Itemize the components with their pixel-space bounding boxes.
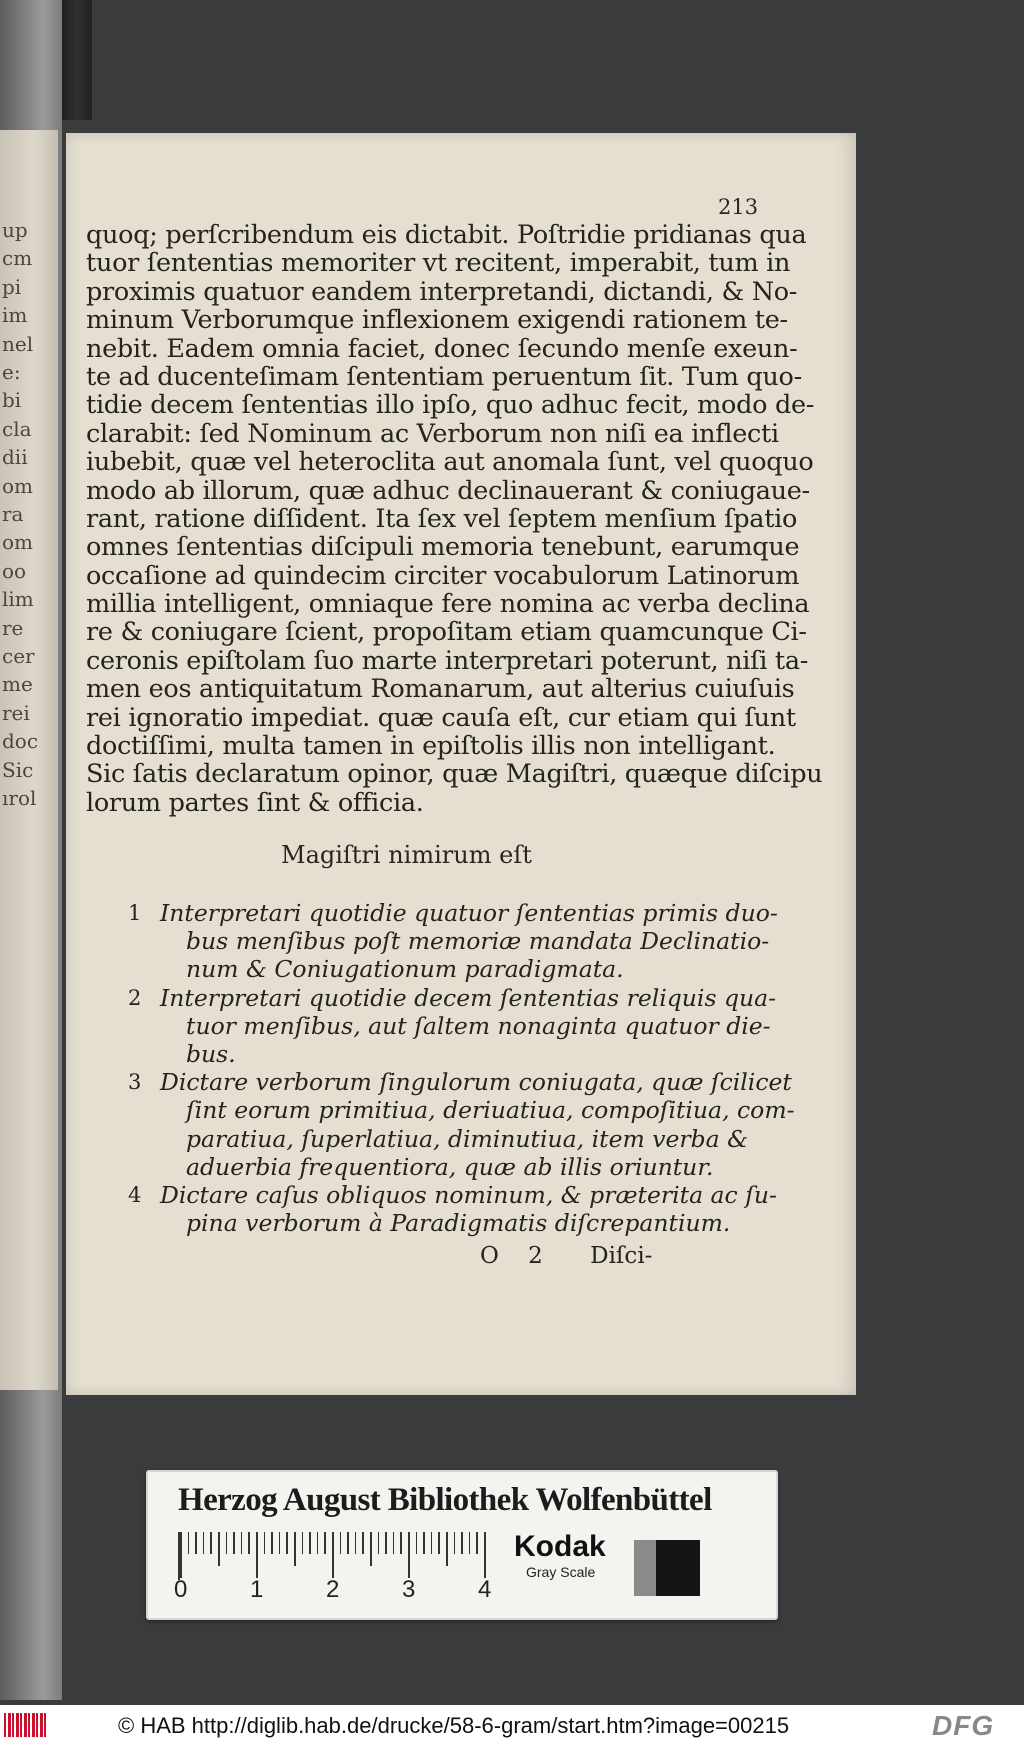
- body-line: quoq; perſcribendum eis dictabit. Poſtridie pridianas qua: [86, 220, 807, 250]
- previous-page-fragment: nel: [2, 331, 34, 356]
- ruler-tick: [347, 1532, 349, 1554]
- ruler-label: 4: [478, 1576, 492, 1603]
- ruler-tick: [226, 1532, 228, 1554]
- ruler-tick: [484, 1532, 486, 1578]
- ruler-tick: [203, 1532, 205, 1554]
- ruler-tick: [400, 1532, 402, 1554]
- ruler-tick: [393, 1532, 395, 1554]
- ruler-tick: [446, 1532, 448, 1566]
- ruler-tick: [210, 1532, 212, 1554]
- black-swatch: [656, 1540, 700, 1596]
- previous-page-fragment: ırol: [2, 786, 37, 810]
- ruler-tick: [271, 1532, 273, 1554]
- previous-page-fragment: cm: [2, 246, 33, 271]
- list-item-number: 2: [128, 985, 142, 1010]
- body-line: modo ab illorum, quæ adhuc declinauerant & coniugaue-: [86, 475, 810, 506]
- list-item-line: ſint eorum primitiua, deriuatiua, compoſitiua, com-: [186, 1096, 795, 1125]
- previous-page-fragment: dii: [2, 445, 28, 470]
- previous-page-fragment: e:: [2, 360, 21, 384]
- previous-page-fragment: bi: [2, 388, 22, 413]
- previous-page-fragment: oo: [2, 558, 27, 583]
- ruler-tick: [264, 1532, 266, 1554]
- previous-page-fragment: re: [2, 615, 24, 640]
- ruler-tick: [256, 1532, 258, 1578]
- ruler-tick: [294, 1532, 296, 1566]
- ruler-label: 3: [402, 1576, 416, 1603]
- previous-page-fragment: ra: [2, 502, 24, 526]
- list-item-line: Interpretari quotidie quatuor ſententias primis duo-: [160, 899, 778, 927]
- previous-page-fragment: cer: [2, 644, 35, 668]
- book-clip: [62, 0, 92, 120]
- ruler-tick: [461, 1532, 463, 1554]
- ruler-tick: [469, 1532, 471, 1554]
- ruler-tick: [279, 1532, 281, 1554]
- ruler-tick: [241, 1532, 243, 1554]
- previous-page-fragment: cla: [2, 416, 32, 441]
- body-text: [86, 220, 823, 818]
- color-calibration-card: [146, 1470, 778, 1620]
- ruler-tick: [355, 1532, 357, 1554]
- ruler-tick: [188, 1532, 190, 1554]
- body-line: re & coniugare ſcient, propoſitam etiam quamcunque Ci-: [86, 617, 807, 648]
- ruler-tick: [476, 1532, 478, 1554]
- ruler-tick: [408, 1532, 410, 1578]
- book-page: [66, 133, 856, 1395]
- barcode-icon: [4, 1713, 48, 1737]
- ruler-tick: [385, 1532, 387, 1554]
- list-item: [126, 1181, 806, 1237]
- signature-line: [480, 1243, 652, 1269]
- previous-page-fragment: rei: [2, 700, 30, 725]
- body-line: tuor ſententias memoriter vt recitent, imperabit, tum in: [86, 248, 791, 279]
- dfg-logo: DFG: [932, 1710, 995, 1741]
- body-line: Sic ſatis declaratum opinor, quæ Magiſtri, quæque diſcipu: [86, 759, 823, 790]
- ruler-tick: [302, 1532, 304, 1554]
- list-item-line: bus.: [186, 1040, 236, 1069]
- body-line: lorum partes ſint & officia.: [86, 787, 424, 818]
- body-line: ceronis epiſtolam ſuo marte interpretari poterunt, niſi ta-: [86, 645, 809, 676]
- body-line: te ad ducenteſimam ſententiam peruentum ſit. Tum quo-: [86, 361, 802, 392]
- body-line: clarabit: ſed Nominum ac Verborum non niſi ea inflecti: [86, 418, 779, 449]
- previous-page-fragment: Sic: [2, 757, 34, 782]
- numbered-list: [126, 899, 806, 1237]
- ruler-label: 1: [250, 1576, 264, 1603]
- list-item-line: pina verborum à Paradigmatis diſcrepantium.: [186, 1209, 731, 1238]
- body-line: rei ignoratio impediat. quæ cauſa eſt, cur etiam qui ſunt: [86, 702, 796, 733]
- body-line: proximis quatuor eandem interpretandi, dictandi, & No-: [86, 276, 798, 307]
- body-line: iubebit, quæ vel heteroclita aut anomala ſunt, vel quoquo: [86, 447, 814, 478]
- section-heading: Magiſtri nimirum eſt: [281, 841, 532, 869]
- previous-page-fragment: im: [2, 303, 28, 328]
- ruler-tick: [324, 1532, 326, 1554]
- previous-page-fragment: pi: [2, 274, 22, 299]
- card-title: Herzog August Bibliothek Wolfenbüttel: [178, 1482, 712, 1518]
- ruler-tick: [248, 1532, 250, 1554]
- body-line: tidie decem ſententias illo ipſo, quo adhuc fecit, modo de-: [86, 390, 815, 421]
- ruler-tick: [340, 1532, 342, 1554]
- footer-bar: [0, 1705, 1024, 1745]
- list-item-line: Dictare caſus obliquos nominum, & præterita ac ſu-: [160, 1181, 777, 1210]
- list-item-number: 3: [128, 1070, 142, 1095]
- body-line: minum Verborumque inflexionem exigendi rationem te-: [86, 305, 788, 336]
- previous-page-fragment: om: [2, 530, 34, 555]
- previous-page-fragment: up: [2, 218, 28, 242]
- ruler-tick: [454, 1532, 456, 1554]
- catchword: Diſci-: [590, 1243, 653, 1269]
- signature-mark: O: [480, 1243, 499, 1269]
- ruler-tick: [423, 1532, 425, 1554]
- ruler-tick: [431, 1532, 433, 1554]
- signature-number: 2: [528, 1243, 543, 1269]
- footer-credit[interactable]: © HAB http://diglib.hab.de/drucke/58-6-gram/start.htm?image=00215: [118, 1713, 790, 1738]
- list-item-line: Dictare verborum ſingulorum coniugata, quæ ſcilicet: [160, 1068, 792, 1097]
- ruler-label: 2: [326, 1576, 340, 1603]
- list-item-number: 1: [128, 901, 142, 925]
- list-item-number: 4: [128, 1183, 142, 1208]
- list-item: [126, 1068, 806, 1181]
- ruler-tick: [370, 1532, 372, 1566]
- body-line: nebit. Eadem omnia faciet, donec ſecundo menſe exeun-: [86, 333, 798, 364]
- ruler-tick: [195, 1532, 197, 1554]
- gray-scale-label: Gray Scale: [526, 1564, 596, 1580]
- page-number: 213: [718, 195, 759, 219]
- ruler-tick: [233, 1532, 235, 1554]
- body-line: doctiſſimi, multa tamen in epiſtolis illis non intelligant.: [86, 731, 776, 762]
- list-item-line: paratiua, ſuperlatiua, diminutiua, item verba &: [186, 1124, 749, 1153]
- ruler: [178, 1532, 492, 1580]
- previous-page-fragment: om: [2, 473, 34, 498]
- body-line: occaſione ad quindecim circiter vocabulorum Latinorum: [86, 560, 800, 591]
- ruler-tick: [438, 1532, 440, 1554]
- ruler-tick: [416, 1532, 418, 1554]
- ruler-tick: [378, 1532, 380, 1554]
- ruler-tick: [180, 1532, 182, 1578]
- list-item-line: tuor menſibus, aut ſaltem nonaginta quatuor die-: [186, 1011, 771, 1040]
- list-item-line: num & Coniugationum paradigmata.: [186, 955, 624, 984]
- body-line: omnes ſententias diſcipuli memoria tenebunt, earumque: [86, 532, 800, 563]
- ruler-tick: [317, 1532, 319, 1554]
- previous-page-edge: [0, 130, 58, 1390]
- list-item-line: Interpretari quotidie decem ſententias reliquis qua-: [160, 983, 777, 1012]
- kodak-logo: Kodak: [514, 1530, 606, 1563]
- list-item: [126, 984, 806, 1069]
- body-line: millia intelligent, omniaque fere nomina ac verba declina: [86, 589, 810, 620]
- previous-page-fragment: me: [2, 672, 33, 697]
- list-item: [126, 899, 806, 984]
- ruler-tick: [332, 1532, 334, 1578]
- list-item-line: aduerbia frequentiora, quæ ab illis oriuntur.: [186, 1152, 714, 1181]
- ruler-tick: [362, 1532, 364, 1554]
- list-item-line: bus menſibus poſt memoriæ mandata Declinatio-: [186, 927, 770, 956]
- gray-swatch: [634, 1540, 656, 1596]
- ruler-tick: [286, 1532, 288, 1554]
- ruler-tick: [309, 1532, 311, 1554]
- body-line: men eos antiquitatum Romanarum, aut alterius cuiuſuis: [86, 674, 795, 705]
- ruler-tick: [218, 1532, 220, 1566]
- previous-page-fragment: lim: [2, 587, 34, 612]
- ruler-label: 0: [174, 1576, 188, 1603]
- body-line: rant, ratione diſſident. Ita ſex vel ſeptem menſium ſpatio: [86, 503, 798, 534]
- previous-page-fragment: doc: [2, 729, 39, 754]
